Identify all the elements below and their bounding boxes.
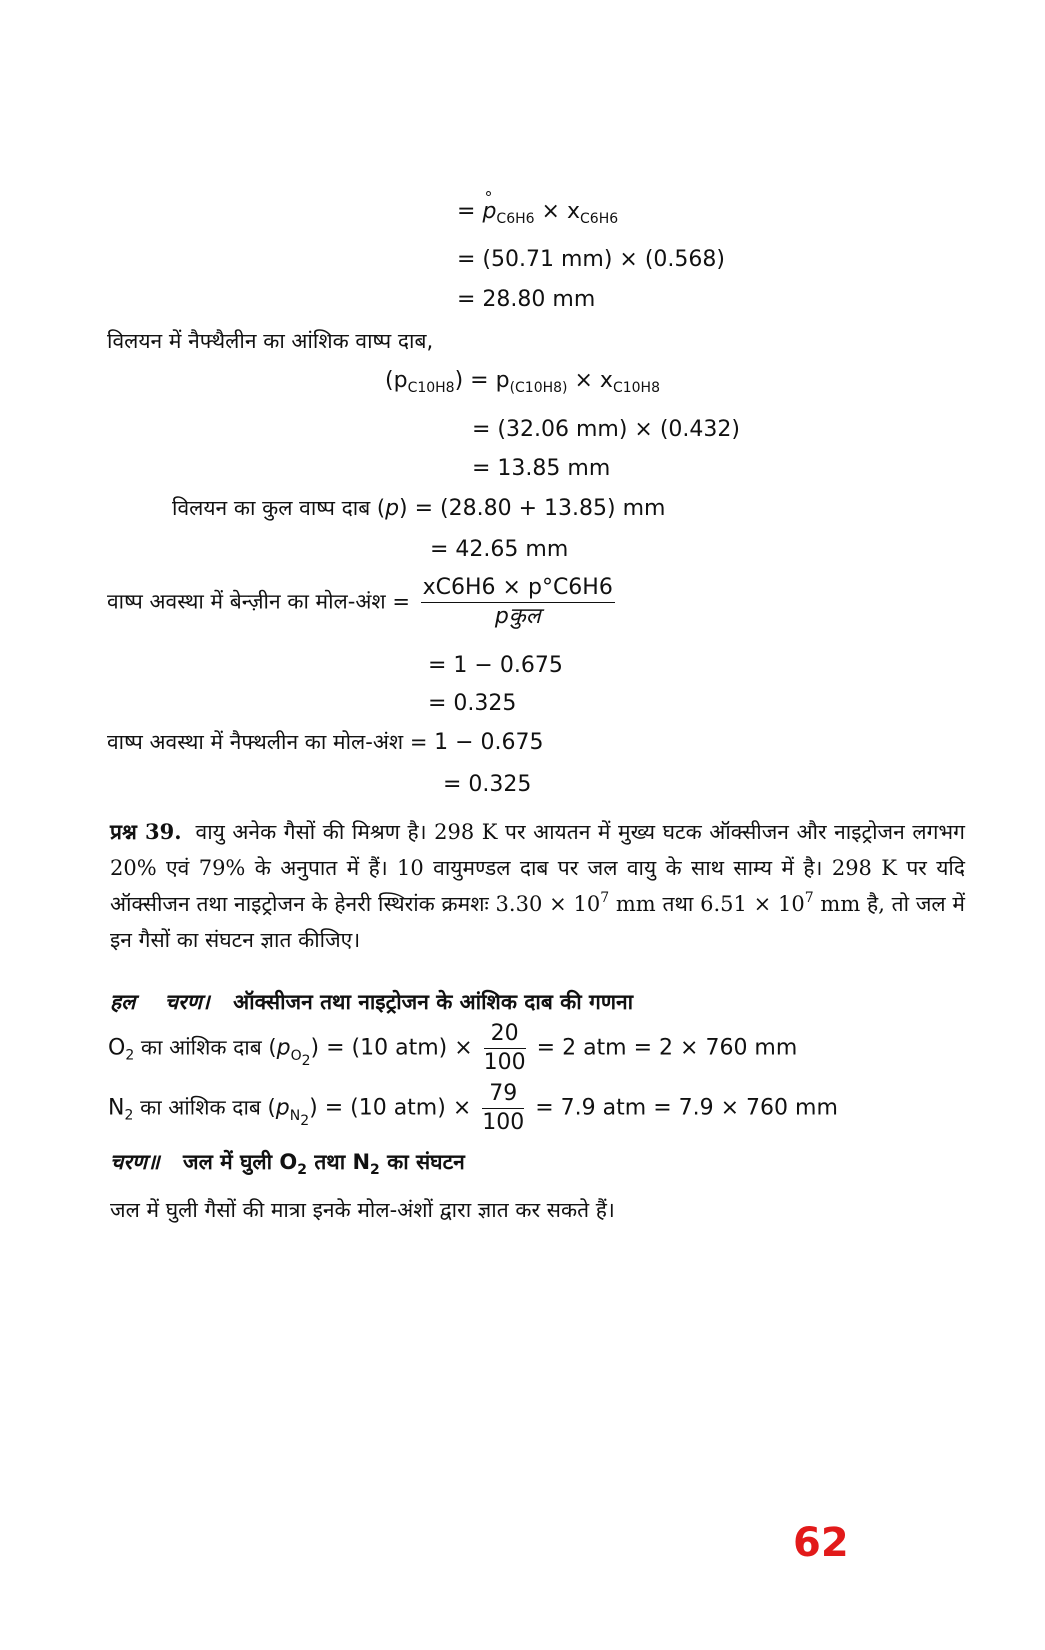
o2-partial-pressure: $O_2$ का आंशिक दाब $(p_{O_2}) = (10$ atm) × $\frac{20}{100}$ = 2 atm = 2 × 760 mm [108,1021,798,1075]
equation-line-13: वाष्प अवस्था में नैफ्थलीन का मोल-अंश = 1 − 0.675 [107,730,544,755]
equation-line-1: = ° $p_{C6H6} \times x_{C6H6}$ [457,198,618,226]
equation-line-10: वाष्प अवस्था में बेन्ज़ीन का मोल-अंश = $\frac{xC6H6 \times p^\circ C6H6}{\text{pकुल}}$ [107,575,613,629]
equation-line-6: = (32.06 mm) × (0.432) [472,417,740,442]
equation-line-7: = 13.85 mm [472,456,611,481]
solution-heading: हल चरण। ऑक्सीजन तथा नाइट्रोजन के आंशिक दाब की गणना [110,990,634,1014]
equation-line-8: विलयन का कुल वाष्प दाब (p) = (28.80 + 13.85) mm [172,496,666,521]
mole-fraction-fraction: $\frac{xC6H6 \times p^\circ C6H6}{\text{pकुल}}$ [422,575,613,629]
n2-fraction: $\frac{79}{100}$ [482,1081,525,1135]
n2-partial-pressure: $N_2$ का आंशिक दाब $(p_{N_2}) = (10$ atm) × $\frac{79}{100}$ = 7.9 atm = 7.9 × 760 mm [108,1081,838,1135]
page-number: 62 [793,1520,849,1566]
equation-line-14: = 0.325 [443,772,532,797]
equation-line-9: = 42.65 mm [430,537,569,562]
solution-last-line: जल में घुली गैसों की मात्रा इनके मोल-अंशों द्वारा ज्ञात कर सकते हैं। [110,1198,615,1222]
question-39: प्रश्न 39. वायु अनेक गैसों की मिश्रण है। 298 K पर आयतन में मुख्य घटक ऑक्सीजन और नाइट्रोजन लगभग 20% एवं 79% के अनुपात में हैं। 10 वायुमण्डल दाब पर जल वायु के साथ साम्य में है। 298 K पर यदि ऑक्सीजन तथा नाइट्रोजन के हेनरी स्थिरांक क्रमशः $3.30 \times 10^7$ mm तथा $6.51 \times 10^7$ mm है, तो जल में इन गैसों का संघटन ज्ञात कीजिए। [110,819,965,952]
equation-line-3: = 28.80 mm [457,287,596,312]
equation-line-2: = (50.71 mm) × (0.568) [457,247,725,272]
step2-heading: चरण॥ जल में घुली $O_2$ तथा $N_2$ का संघटन [110,1150,465,1178]
equation-line-11: = 1 − 0.675 [428,653,563,678]
equation-line-12: = 0.325 [428,691,517,716]
question-label: प्रश्न 39. [110,819,182,844]
o2-fraction: $\frac{20}{100}$ [483,1021,526,1075]
equation-line-5: $(p_{C10H8}) = p_{(C10H8)} \times x_{C10H8}$ [385,368,660,396]
text-line-naphthalene: विलयन में नैफ्थैलीन का आंशिक वाष्प दाब, [107,329,434,353]
